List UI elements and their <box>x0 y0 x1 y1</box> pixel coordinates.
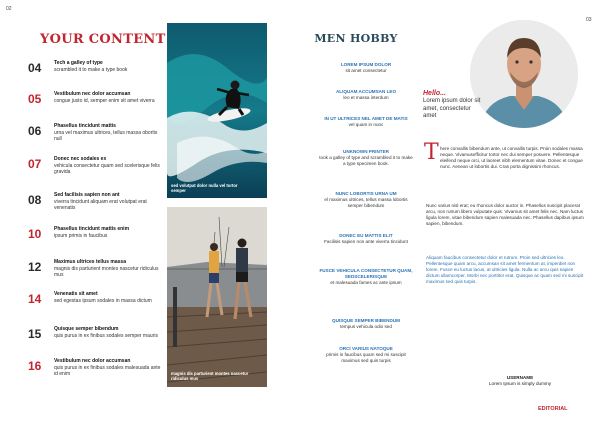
toc-item <box>28 123 160 153</box>
paragraph-2: Nunc varius nisl erat; eu rhoncus dolor auctor in. Phasellus suscipit placerat arcu, non rutrum libero vulputate quis. Vivamus sit amet felis nec. Nam luctus ligula lorem, vitae bibendum sapien malesuada nec. Phasellus dapibus ipsum sapien, bibendum. <box>426 203 584 226</box>
surfer-photo <box>167 23 267 198</box>
page-number-right: 03 <box>586 17 592 23</box>
toc-entry-description: sed egestas ipsum sodales in massa dictum <box>54 297 152 304</box>
toc-item <box>28 60 160 90</box>
hobby-item-text: took a galley of type and scrambled it to make a type specimen book. <box>319 154 413 166</box>
hobby-item <box>318 89 414 101</box>
portrait-photo <box>470 20 578 128</box>
runners-photo <box>167 207 267 387</box>
toc-item <box>28 326 160 356</box>
user-signature <box>480 375 560 387</box>
hobby-item-heading: ALIQUAM ACCUMSAN LEO <box>335 89 397 94</box>
toc-entry-text <box>54 91 164 104</box>
toc-entry-description: viverra tincidunt aliquam erat volutpat erat venenatis <box>54 198 147 211</box>
hobby-item-text: leo et massa interdum <box>343 94 389 100</box>
toc-item <box>28 192 160 222</box>
hobby-item-heading: NUNC LOBORTIS URNA UM <box>335 191 397 196</box>
toc-page-number: 07 <box>28 157 42 171</box>
toc-item <box>28 291 160 321</box>
hobby-item-text: Facilisis sapien non ante viverra tincidunt <box>324 238 408 244</box>
paragraph-3: Aliquam faucibus consectetur dolor et rutrum. Proin sed ultricies leo. Pellentesque quam arcu, accumsan sit amet fermentum at, imperdiet non lorem. Fusce eu luctus lacus, at ultricies ligula. Nulla ac arcu quis sapien dictum ullamcorper. Morbi nec porttitor erat. Quisque ac quam sed mi suscipit maximus sed quis turpis. <box>426 255 584 284</box>
hobby-item-heading: FUSCE VEHICULA CONSECTETUR QUAM, SEDSCELERISQUE <box>319 268 413 279</box>
toc-entry-description: congue justo id, semper enim sit amet viverra <box>54 97 155 104</box>
hobby-item-text: el maximus ultrices, tellus massa lobortis semper bibendum <box>324 196 408 208</box>
toc-entry-text <box>54 123 164 143</box>
hobby-item-heading: IN UT ULTRICES NEL AMET DE MATIS <box>324 116 408 121</box>
hobby-item <box>318 318 414 330</box>
toc-entry-title: Donec nec sodales ex <box>54 156 107 162</box>
hobby-item <box>318 268 414 285</box>
toc-entry-title: Venenatis sit amet <box>54 291 98 297</box>
toc-page-number: 06 <box>28 124 42 138</box>
toc-item <box>28 156 160 186</box>
hobby-item <box>318 116 414 128</box>
toc-entry-text <box>54 291 164 304</box>
toc-entry-title: Sed facilisis sapien non ant <box>54 192 120 198</box>
hobby-item <box>318 191 414 208</box>
hobby-title: MEN HOBBY <box>314 32 398 45</box>
editorial-label: EDITORIAL <box>538 406 568 412</box>
toc-page-number: 05 <box>28 92 42 106</box>
toc-entry-text <box>54 326 164 339</box>
username-subtitle: Lorem Ipsum is simply dummy <box>488 380 552 386</box>
toc-item <box>28 226 160 256</box>
hobby-item-text: et malesuada fames ac ante ipsum <box>330 279 402 285</box>
hobby-item-heading: UNKNOWN PRINTER <box>343 149 389 154</box>
toc-page-number: 10 <box>28 227 42 241</box>
runners-illustration <box>167 207 267 387</box>
toc-page-number: 15 <box>28 327 42 341</box>
toc-entry-description: scrambled it to make a type book <box>54 66 128 73</box>
toc-page-number: 16 <box>28 359 42 373</box>
toc-entry-title: Quisque semper bibendum <box>54 326 119 332</box>
toc-entry-text <box>54 60 164 73</box>
hobby-item-heading: QUISQUE SEMPER BIBENDUM <box>332 318 400 323</box>
toc-page-number: 08 <box>28 193 42 207</box>
hello-text: Lorem ipsum dolor sit amet, consectetur amet <box>423 98 481 119</box>
toc-entry-description: vehicula consectetur quam sed scelerisque felis gravida <box>54 162 160 175</box>
runners-photo-caption: magnis dis parturient montes nascetur ridiculus mus <box>171 371 249 381</box>
toc-entry-description: ipsum primis in faucibus <box>54 232 108 239</box>
toc-title: YOUR CONTENT <box>40 32 166 47</box>
toc-entry-description: quis purus in ex finibus sodales malesuada ante id enim <box>54 364 161 377</box>
page-number-left: 02 <box>6 6 12 12</box>
toc-page-number: 04 <box>28 61 42 75</box>
toc-entry-title: Maximus ultrices tellus massa <box>54 259 126 265</box>
toc-item <box>28 91 160 121</box>
toc-page-number: 14 <box>28 292 42 306</box>
username: USERNAME <box>506 375 534 380</box>
toc-entry-text <box>54 358 164 378</box>
toc-entry-text <box>54 259 164 279</box>
hobby-item-heading: ORCI VARIUS NATOQUE <box>339 346 393 351</box>
toc-entry-description: urna vel maximus ultrices, tellus massa obortis null <box>54 129 158 142</box>
hobby-item-text: vel quam in nunc <box>348 121 384 127</box>
toc-entry-description: quis purus in ex finibus sodales semper mauris <box>54 332 158 339</box>
hobby-item <box>318 233 414 245</box>
toc-entry-title: Phasellus tincidunt mattis enim <box>54 226 130 232</box>
toc-entry-title: Vestibulum nec dolor accumsan <box>54 91 131 97</box>
hobby-item <box>318 62 414 74</box>
toc-item <box>28 358 160 388</box>
hobby-item <box>318 149 414 166</box>
toc-entry-description: magnis dis parturient montes nascetur ridiculus mus <box>54 265 159 278</box>
toc-entry-text <box>54 226 164 239</box>
hobby-item-text: sit amet consectetur <box>345 67 387 73</box>
surfer-photo-caption: sed volutpat dolor nulla vel tortor semper <box>171 183 238 193</box>
hobby-item-heading: DONEC EU MATTIS ELIT <box>339 233 393 238</box>
hello-heading: Hello... <box>423 90 446 97</box>
toc-entry-text <box>54 156 164 176</box>
surfer-illustration <box>167 23 267 198</box>
toc-item <box>28 259 160 289</box>
toc-page-number: 12 <box>28 260 42 274</box>
toc-entry-title: Tech a galley of type <box>54 60 103 66</box>
toc-entry-title: Vestibulum nec dolor accumsan <box>54 358 131 364</box>
drop-cap: T <box>424 140 439 165</box>
toc-entry-title: Phasellus tincidunt mattis <box>54 123 116 129</box>
hobby-item-heading: LOREM IPSUM DOLOR <box>340 62 392 67</box>
portrait-illustration <box>470 20 578 128</box>
hobby-item-text: tempus vehicula odio sed <box>340 323 392 329</box>
toc-entry-text <box>54 192 164 212</box>
hobby-item <box>318 346 414 363</box>
hobby-item-text: primis in faucibus quam sed mi suscipit maximus sed quis turpis <box>326 351 406 363</box>
paragraph-1: here convallis bibendum ante, ut convallis turpis. Proin sodales massa neque. Vivamusefficitur tortor nec dui semper posuere. Pellentesque eleifend neque orci, ut laoreet nibh elementum vitae. Donec et congue nunc. Aenean ut lobortis dui. Cras porta dignissim rhoncus. <box>440 146 583 169</box>
